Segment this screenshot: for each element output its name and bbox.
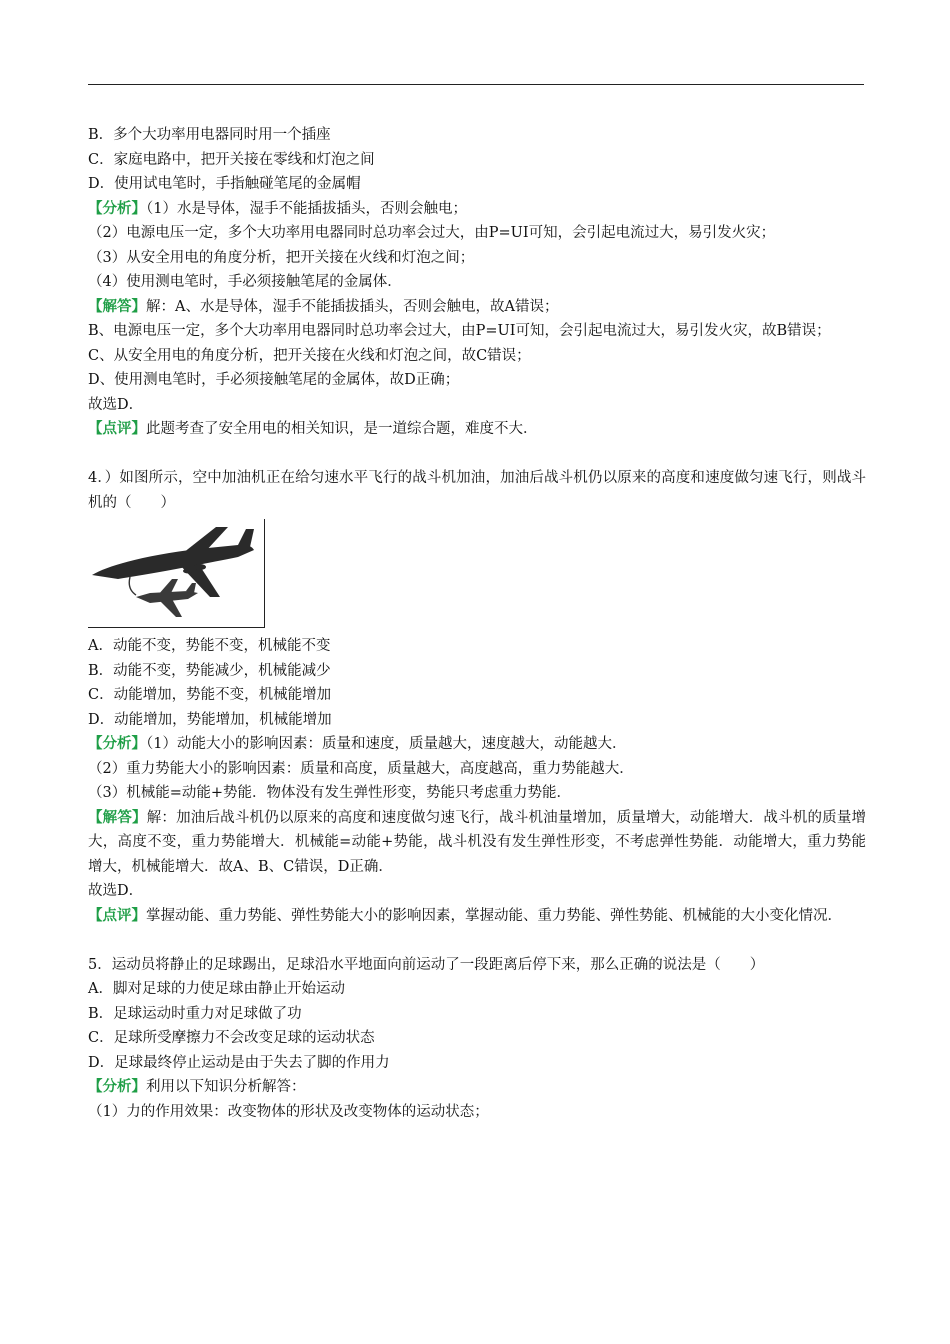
analysis-tag: 【分析】 — [88, 200, 146, 217]
q3-comment — [88, 417, 866, 442]
q5-analysis-text: 利用以下知识分析解答： — [146, 1079, 306, 1095]
analysis-tag: 【分析】 — [88, 1079, 146, 1095]
q4-choice: 故选D． — [88, 883, 144, 899]
header-rule — [88, 84, 864, 85]
q4-comment-text: 掌握动能、重力势能、弹性势能大小的影响因素，掌握动能、重力势能、弹性势能、机械能的大小变化情况． — [146, 907, 842, 924]
q4-stem: 4．）如图所示，空中加油机正在给匀速水平飞行的战斗机加油，加油后战斗机仍以原来的高度和速度做匀速飞行，则战斗机的（ ） — [88, 470, 866, 511]
q3-answer-line-1 — [88, 295, 866, 320]
q4-analysis-line-1 — [88, 732, 866, 757]
comment-tag: 【点评】 — [88, 421, 146, 437]
q5-stem: 5．运动员将静止的足球踢出，足球沿水平地面向前运动了一段距离后停下来，那么正确的说法是（ ） — [88, 956, 765, 973]
q4-comment — [88, 904, 866, 929]
q3-answer-line-2: B、电源电压一定，多个大功率用电器同时总功率会过大，由P=UI可知，会引起电流过大，易引发火灾，故B错误； — [88, 323, 831, 339]
q5-analysis — [88, 1075, 866, 1100]
q5-option-c: C．足球所受摩擦力不会改变足球的运动状态 — [88, 1030, 375, 1046]
document-body — [88, 123, 866, 1124]
q4-option-c: C．动能增加，势能不变，机械能增加 — [88, 687, 332, 703]
q3-choice: 故选D． — [88, 396, 144, 413]
q5-analysis-line-1: （1）力的作用效果：改变物体的形状及改变物体的运动状态； — [88, 1103, 489, 1120]
analysis-tag: 【分析】 — [88, 736, 146, 752]
q3-comment-text: 此题考查了安全用电的相关知识，是一道综合题，难度不大． — [146, 421, 538, 437]
q3-analysis-text-1: （1）水是导体，湿手不能插拔插头，否则会触电； — [146, 200, 467, 217]
q3-analysis-line-4: （4）使用测电笔时，手必须接触笔尾的金属体． — [88, 274, 402, 290]
q4-answer-text: 解：加油后战斗机仍以原来的高度和速度做匀速飞行，战斗机油量增加，质量增大，动能增大．战斗机的质量增大，高度不变，重力势能增大．机械能=动能+势能，战斗机没有发生弹性形变，不考虑弹性势能．动能增大，重力势能增大，机械能增大．故A、B、C错误，D正确． — [88, 809, 866, 875]
answer-tag: 【解答】 — [88, 298, 146, 315]
q5-option-b: B．足球运动时重力对足球做了功 — [88, 1005, 302, 1022]
q4-analysis-line-2: （2）重力势能大小的影响因素：质量和高度，质量越大，高度越高，重力势能越大． — [88, 760, 634, 777]
fighter-aircraft-icon — [136, 579, 198, 617]
q4-option-b: B．动能不变，势能减少，机械能减少 — [88, 662, 331, 679]
q3-answer-text-1: 解：A、水是导体，湿手不能插拔插头，否则会触电，故A错误； — [146, 298, 559, 315]
q3-option-c: C．家庭电路中，把开关接在零线和灯泡之间 — [88, 151, 375, 168]
q5-option-a: A．脚对足球的力使足球由静止开始运动 — [88, 981, 345, 997]
aircraft-illustration — [88, 519, 264, 627]
q3-analysis-line-2: （2）电源电压一定，多个大功率用电器同时总功率会过大，由P=UI可知，会引起电流过大，易引发火灾； — [88, 225, 776, 241]
q3-answer-line-4: D、使用测电笔时，手必须接触笔尾的金属体，故D正确； — [88, 372, 460, 388]
answer-tag: 【解答】 — [88, 809, 147, 826]
q3-option-d: D．使用试电笔时，手指触碰笔尾的金属帽 — [88, 176, 361, 192]
q4-analysis-text-1: （1）动能大小的影响因素：质量和速度，质量越大，速度越大，动能越大． — [146, 736, 627, 752]
q4-option-d: D．动能增加，势能增加，机械能增加 — [88, 711, 332, 728]
q4-answer — [88, 806, 866, 880]
q4-analysis-line-3: （3）机械能=动能+势能．物体没有发生弹性形变，势能只考虑重力势能． — [88, 785, 572, 801]
q4-option-a: A．动能不变，势能不变，机械能不变 — [88, 638, 331, 654]
q3-answer-line-3: C、从安全用电的角度分析，把开关接在火线和灯泡之间，故C错误； — [88, 347, 531, 364]
q3-option-b: B．多个大功率用电器同时用一个插座 — [88, 127, 331, 143]
q3-analysis-line-1 — [88, 197, 866, 222]
refueling-aircraft-figure — [88, 519, 265, 628]
comment-tag: 【点评】 — [88, 907, 146, 924]
q3-analysis-line-3: （3）从安全用电的角度分析，把开关接在火线和灯泡之间； — [88, 249, 475, 266]
q5-option-d: D．足球最终停止运动是由于失去了脚的作用力 — [88, 1054, 390, 1071]
